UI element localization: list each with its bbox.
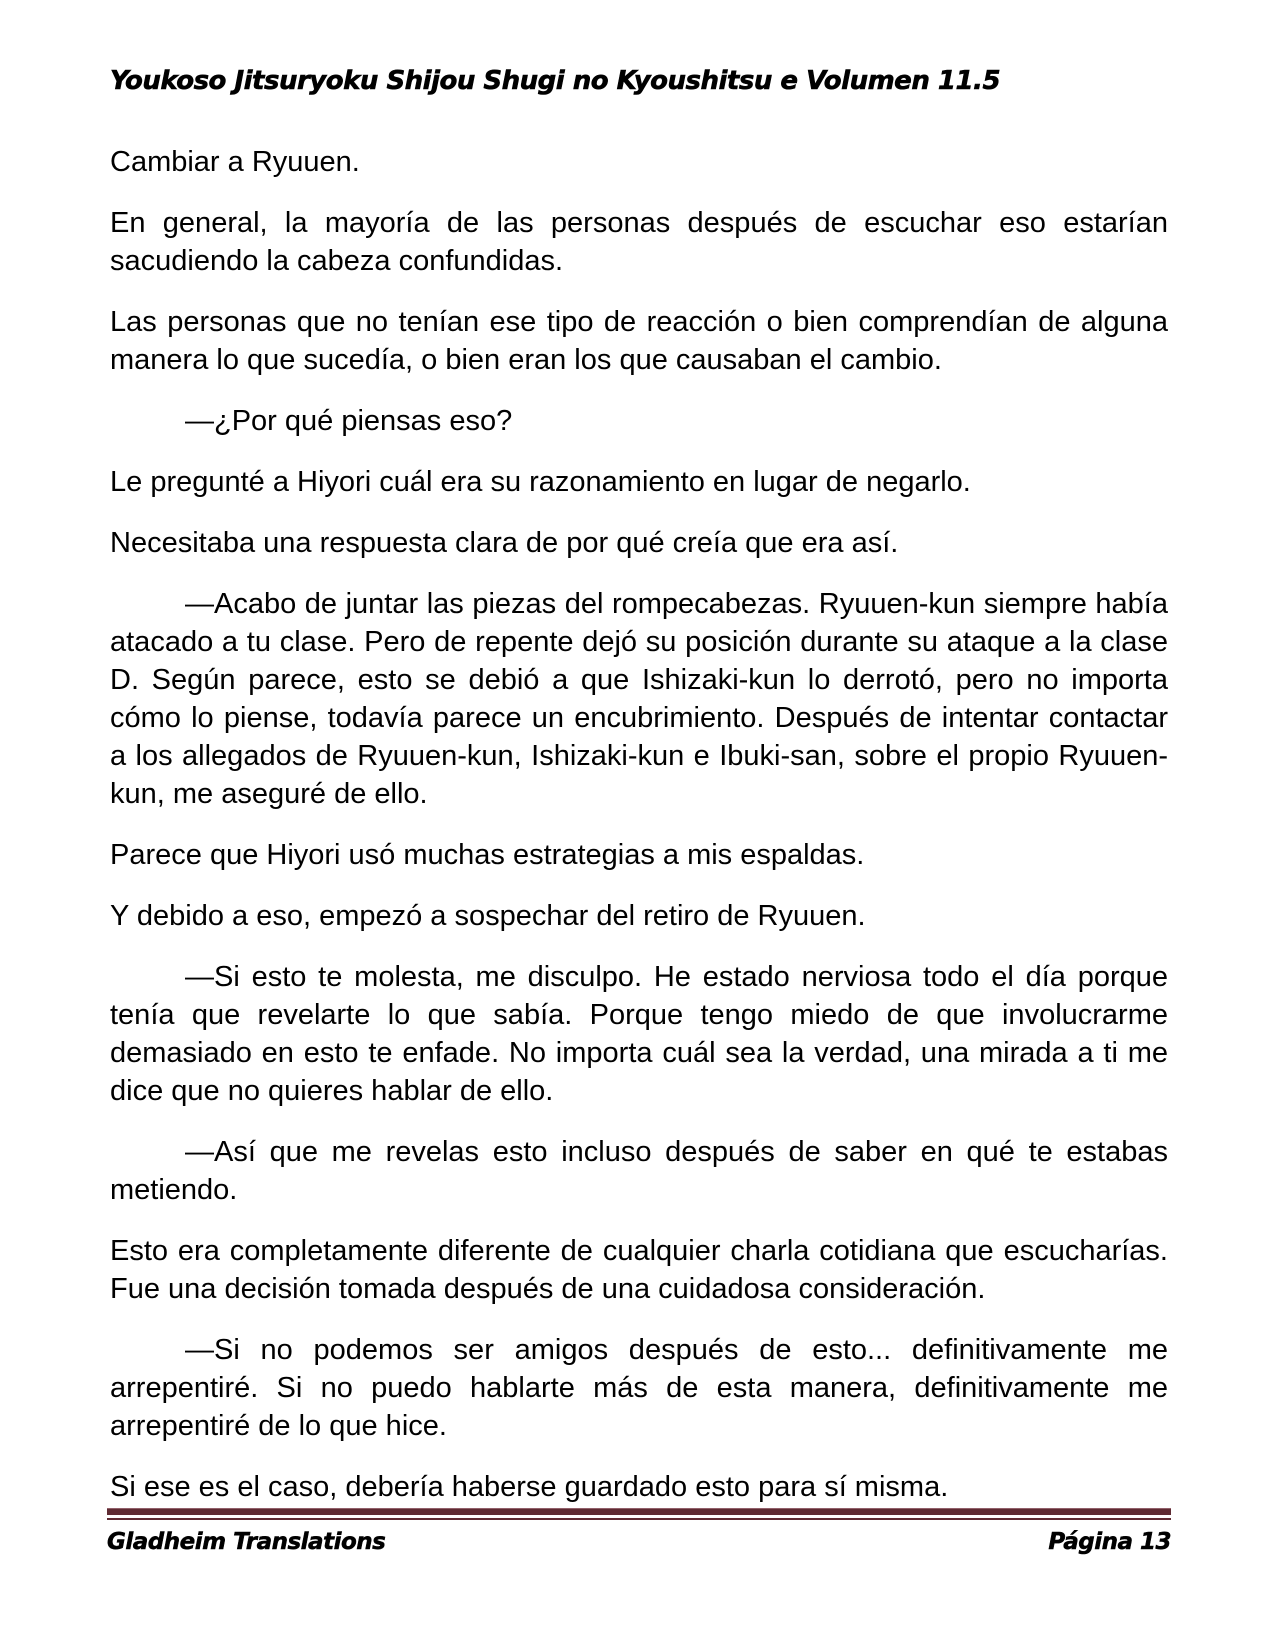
dialogue-paragraph: —Si no podemos ser amigos después de esto... definitivamente me arrepentiré. Si no puedo hablarte más de esta manera, definitivamente me arrepentiré de lo que hice. [110,1334,1168,1442]
paragraph: En general, la mayoría de las personas después de escuchar eso estarían sacudiendo la cabeza confundidas. [110,207,1168,277]
page-footer [107,1508,1171,1557]
dialogue-paragraph: —Así que me revelas esto incluso después de saber en qué te estabas metiendo. [110,1136,1168,1206]
paragraph: Y debido a eso, empezó a sospechar del retiro de Ryuuen. [110,900,866,932]
dialogue-paragraph: —Acabo de juntar las piezas del rompecabezas. Ryuuen-kun siempre había atacado a tu clase. Pero de repente dejó su posición durante su ataque a la clase D. Según parece, esto se debió a que Ishizaki-kun lo derrotó, pero no importa cómo lo piense, todavía parece un encubrimiento. Después de intentar contactar a los allegados de Ryuuen-kun, Ishizaki-kun e Ibuki-san, sobre el propio Ryuuen-kun, me aseguré de ello. [110,588,1168,810]
footer-rule-thick [107,1508,1171,1515]
footer-rule-thin [107,1518,1171,1520]
page-header [110,64,1168,98]
footer-rule [107,1508,1171,1520]
paragraph: Parece que Hiyori usó muchas estrategias a mis espaldas. [110,839,865,871]
dialogue-paragraph: —Si esto te molesta, me disculpo. He estado nerviosa todo el día porque tenía que revelarte lo que sabía. Porque tengo miedo de que involucrarme demasiado en esto te enfade. No importa cuál sea la verdad, una mirada a ti me dice que no quieres hablar de ello. [110,961,1168,1107]
footer-page-number: Página 13 [1048,1529,1171,1555]
header-title: Youkoso Jitsuryoku Shijou Shugi no Kyoushitsu e Volumen 11.5 [110,66,1001,96]
footer-translator-credit: Gladheim Translations [107,1529,386,1555]
paragraph: Las personas que no tenían ese tipo de reacción o bien comprendían de alguna manera lo que sucedía, o bien eran los que causaban el cambio. [110,306,1168,376]
page-body [110,143,1168,1529]
paragraph: Necesitaba una respuesta clara de por qué creía que era así. [110,527,899,559]
footer-row [107,1527,1171,1557]
paragraph: Si ese es el caso, debería haberse guardado esto para sí misma. [110,1471,949,1503]
paragraph: Le pregunté a Hiyori cuál era su razonamiento en lugar de negarlo. [110,466,971,498]
paragraph: Esto era completamente diferente de cualquier charla cotidiana que escucharías. Fue una decisión tomada después de una cuidadosa consideración. [110,1235,1168,1305]
dialogue-paragraph: —¿Por qué piensas eso? [185,405,513,437]
paragraph: Cambiar a Ryuuen. [110,146,360,178]
